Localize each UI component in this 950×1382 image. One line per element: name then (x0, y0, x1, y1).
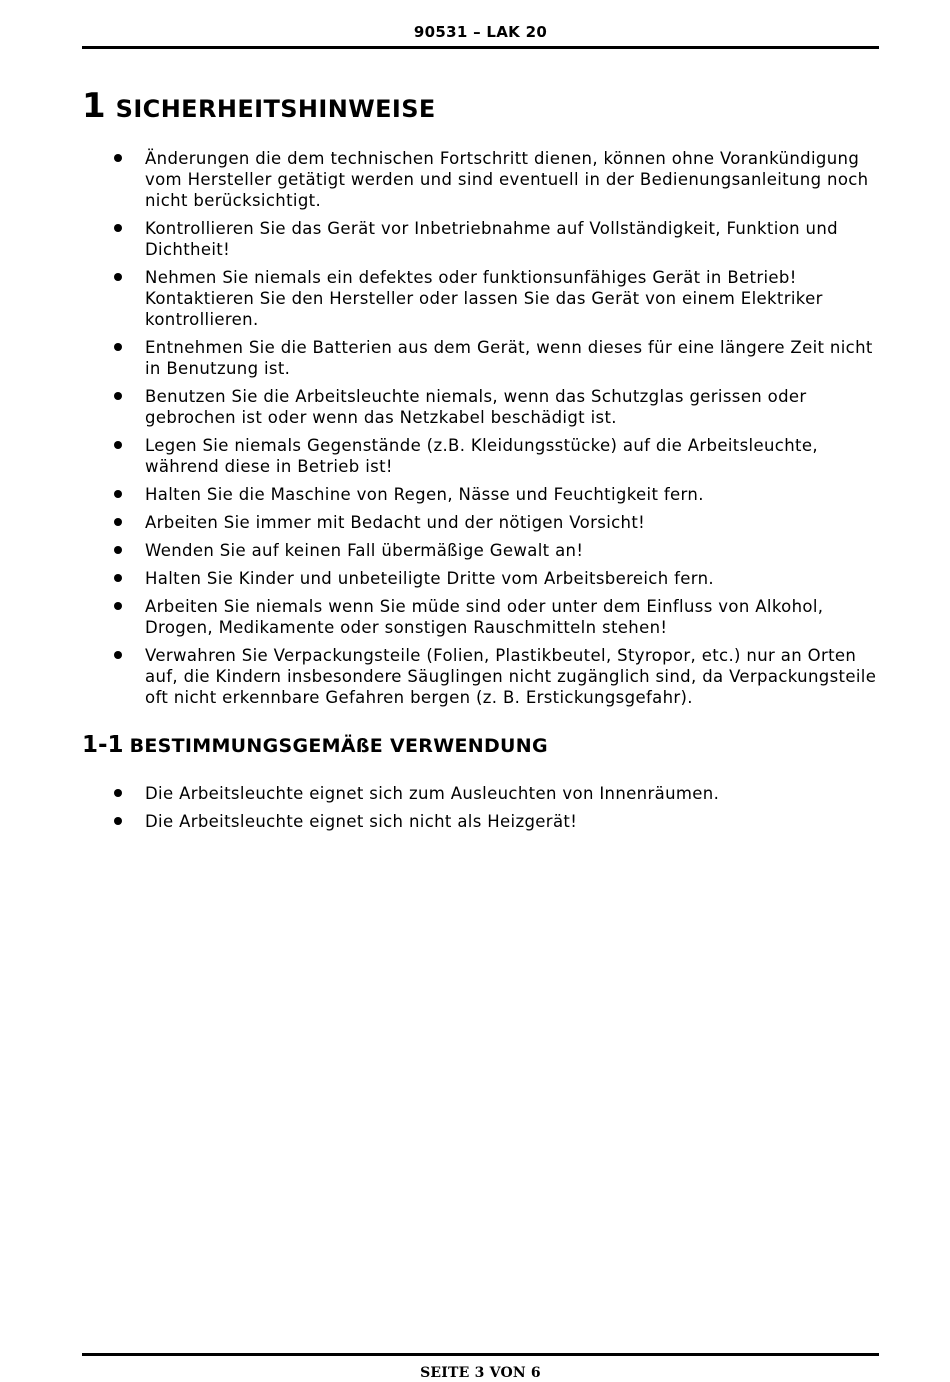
subsection-heading-intended-use (82, 730, 548, 758)
bullet-icon (114, 789, 122, 797)
list-item-text: Halten Sie Kinder und unbeteiligte Dritte vom Arbeitsbereich fern. (145, 569, 715, 588)
list-item-text: Kontrollieren Sie das Gerät vor Inbetriebnahme auf Vollständigkeit, Funktion und Dichtheit! (145, 219, 838, 259)
header-divider (82, 46, 879, 49)
list-item (110, 337, 880, 379)
bullet-icon (114, 224, 122, 232)
list-item (110, 267, 880, 330)
list-item-text: Entnehmen Sie die Batterien aus dem Gerät, wenn dieses für eine längere Zeit nicht in Benutzung ist. (145, 338, 873, 378)
list-item-text: Änderungen die dem technischen Fortschritt dienen, können ohne Vorankündigung vom Hersteller getätigt werden und sind eventuell in der Bedienungsanleitung noch nicht berücksichtigt. (145, 149, 869, 210)
bullet-icon (114, 546, 122, 554)
list-item (110, 148, 880, 211)
footer-divider (82, 1353, 879, 1356)
intended-use-list (110, 783, 880, 839)
bullet-icon (114, 490, 122, 498)
list-item-text: Halten Sie die Maschine von Regen, Nässe und Feuchtigkeit fern. (145, 485, 704, 504)
bullet-icon (114, 441, 122, 449)
list-item-text: Arbeiten Sie immer mit Bedacht und der nötigen Vorsicht! (145, 513, 646, 532)
page-header-title: 90531 – LAK 20 (413, 23, 548, 41)
bullet-icon (114, 343, 122, 351)
list-item (110, 484, 880, 505)
list-item-text: Wenden Sie auf keinen Fall übermäßige Gewalt an! (145, 541, 584, 560)
bullet-icon (114, 574, 122, 582)
bullet-icon (114, 392, 122, 400)
section-number: 1 (82, 86, 106, 126)
list-item-text: Arbeiten Sie niemals wenn Sie müde sind oder unter dem Einfluss von Alkohol, Drogen, Medikamente oder sonstigen Rauschmitteln stehen! (145, 597, 824, 637)
list-item-text: Nehmen Sie niemals ein defektes oder funktionsunfähiges Gerät in Betrieb! Kontaktieren Sie den Hersteller oder lassen Sie das Gerät von einem Elektriker kontrollieren. (145, 268, 823, 329)
safety-instructions-list (110, 148, 880, 715)
section-title: SICHERHEITSHINWEISE (115, 95, 436, 123)
list-item-text: Die Arbeitsleuchte eignet sich nicht als Heizgerät! (145, 812, 578, 831)
bullet-icon (114, 817, 122, 825)
list-item-text: Benutzen Sie die Arbeitsleuchte niemals, wenn das Schutzglas gerissen oder gebrochen ist oder wenn das Netzkabel beschädigt ist. (145, 387, 807, 427)
list-item (110, 540, 880, 561)
subsection-title: BESTIMMUNGSGEMÄßE VERWENDUNG (129, 735, 548, 757)
list-item (110, 435, 880, 477)
list-item-text: Verwahren Sie Verpackungsteile (Folien, Plastikbeutel, Styropor, etc.) nur an Orten auf, die Kindern insbesondere Säuglingen nicht zugänglich sind, da Verpackungsteile oft nicht erkennbare Gefahren bergen (z. B. Erstickungsgefahr). (145, 646, 877, 707)
subsection-number: 1-1 (82, 732, 124, 758)
bullet-icon (114, 273, 122, 281)
bullet-icon (114, 154, 122, 162)
list-item (110, 218, 880, 260)
list-item (110, 811, 880, 832)
bullet-icon (114, 518, 122, 526)
section-heading-safety (82, 86, 436, 126)
list-item (110, 512, 880, 533)
list-item (110, 568, 880, 589)
bullet-icon (114, 602, 122, 610)
list-item (110, 386, 880, 428)
list-item-text: Legen Sie niemals Gegenstände (z.B. Kleidungsstücke) auf die Arbeitsleuchte, während diese in Betrieb ist! (145, 436, 818, 476)
list-item (110, 645, 880, 708)
list-item (110, 783, 880, 804)
page-number-footer: SEITE 3 VON 6 (420, 1365, 541, 1381)
bullet-icon (114, 651, 122, 659)
list-item-text: Die Arbeitsleuchte eignet sich zum Ausleuchten von Innenräumen. (145, 784, 720, 803)
list-item (110, 596, 880, 638)
